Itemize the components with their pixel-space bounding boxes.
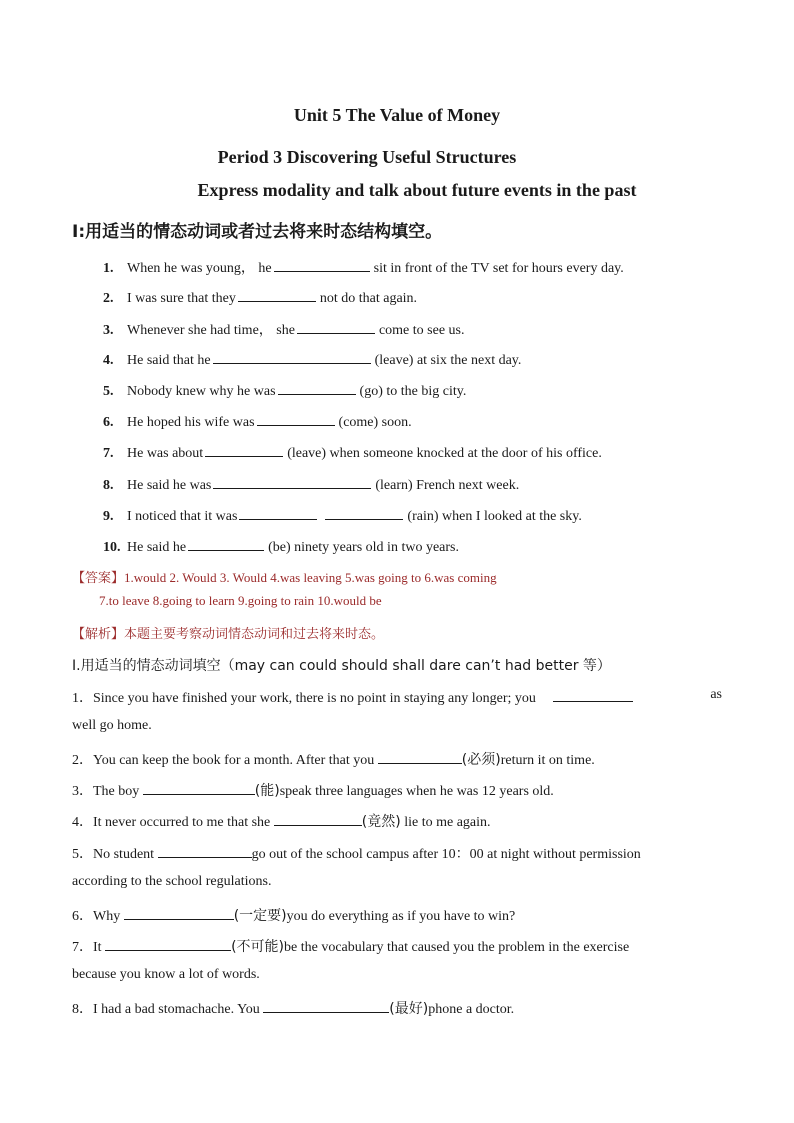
question-5 [103,381,466,400]
question-text: I was sure that they [127,291,236,306]
question-text: Whenever she had time， she [127,323,295,338]
s2-q7-hint: (不可能) [231,939,284,955]
answer-blank[interactable] [239,506,317,520]
s2-q5-line2: according to the school regulations. [72,874,272,889]
answer-line-1 [72,567,497,586]
s2-q5-line1 [72,843,722,863]
question-number: 6. [103,415,114,430]
question-8 [103,475,519,494]
question-text: Nobody knew why he was [127,384,276,399]
answer-blank[interactable] [238,288,316,302]
s2-q5-blank[interactable] [158,844,252,858]
s2-q3 [72,780,722,800]
s2-q5-tail: go out of the school campus after 10：00 at night without permission [251,847,641,862]
question-text: He said he was [127,478,212,493]
answer-blank[interactable] [257,412,335,426]
s2-q7-tail: be the vocabulary that caused you the problem in the exercise [284,940,630,955]
s2-q8-hint: (最好) [389,1001,429,1017]
question-tail: (leave) at six the next day. [374,353,522,368]
s2-q2 [72,749,722,769]
s2-q7-line1 [72,936,722,956]
question-number: 2. [103,291,114,306]
s2-q4-blank[interactable] [274,812,362,826]
question-9 [103,506,582,525]
question-number: 8. [103,478,114,493]
question-tail: (go) to the big city. [359,384,467,399]
question-number: 5. [103,384,114,399]
question-number: 10. [103,540,121,555]
question-text: He hoped his wife was [127,415,255,430]
question-number: 3. [103,323,114,338]
answer-line-2: 7.to leave 8.going to learn 9.going to rain 10.would be [99,593,382,608]
answer-blank[interactable] [213,350,371,364]
answer-blank[interactable] [297,320,375,334]
question-4 [103,350,521,369]
s2-q1-text: 1．Since you have finished your work, there is no point in staying any longer; you [72,691,536,706]
question-10 [103,537,459,556]
answer-blank[interactable] [213,475,371,489]
question-tail: sit in front of the TV set for hours every day. [373,261,624,276]
answer-blank[interactable] [325,506,403,520]
question-1 [103,257,624,277]
analysis-tag: 【解析】 [72,627,125,642]
question-tail: (rain) when I looked at the sky. [407,509,582,524]
analysis-text: 本题主要考察动词情态动词和过去将来时态。 [124,627,385,642]
question-tail: (be) ninety years old in two years. [268,540,459,555]
answer-blank[interactable] [188,537,264,551]
question-number: 4. [103,353,114,368]
s2-q4-tail: lie to me again. [400,815,491,830]
s2-q7-line2: because you know a lot of words. [72,967,260,982]
question-tail: (come) soon. [338,415,412,430]
answer-blank[interactable] [278,381,356,395]
question-6 [103,412,412,431]
answer-blank[interactable] [274,258,370,272]
s2-q2-blank[interactable] [378,750,462,764]
question-7 [103,443,602,462]
s2-q6-hint: (一定要) [233,908,287,924]
s2-q8-blank[interactable] [263,999,389,1013]
s2-q1-line2: well go home. [72,718,152,733]
question-tail: come to see us. [378,323,465,338]
s2-q8-text: 8．I had a bad stomachache. You [72,1002,260,1017]
question-number: 7. [103,446,114,461]
analysis [72,623,384,642]
s2-q4 [72,811,722,831]
section2-heading: Ⅰ.用适当的情态动词填空（may can could should shall dare can’t had better 等） [72,658,611,674]
period-title: Period 3 Discovering Useful Structures [217,147,517,167]
answer-tag: 【答案】 [72,570,125,585]
question-text: He said he [127,540,187,555]
s2-q3-text: 3．The boy [72,784,140,799]
question-3 [103,319,464,339]
question-tail: (leave) when someone knocked at the door of his office. [287,446,602,461]
question-text: He was about [127,446,204,461]
s2-q2-text: 2．You can keep the book for a month. After that you [72,753,375,768]
s2-q6 [72,905,722,925]
question-number: 9. [103,509,114,524]
s2-q3-tail: speak three languages when he was 12 years old. [279,784,554,799]
s2-q4-hint: (竟然) [361,814,401,830]
s2-q2-hint: (必须) [461,752,501,768]
s2-q1-line1 [72,687,722,707]
s2-q6-blank[interactable] [124,906,234,920]
s2-q6-tail: you do everything as if you have to win? [286,909,516,924]
s2-q8 [72,998,722,1018]
s2-q8-tail: phone a doctor. [428,1002,515,1017]
s2-q3-hint: (能) [254,783,280,799]
s2-q7-text: 7．It [72,940,102,955]
question-2 [103,288,417,307]
s2-q7-blank[interactable] [105,937,231,951]
question-tail: (learn) French next week. [375,478,520,493]
s2-q2-tail: return it on time. [500,753,595,768]
subtitle: Express modality and talk about future events in the past [197,180,637,200]
answer-blank[interactable] [205,443,283,457]
s2-q5-text: 5．No student [72,847,155,862]
s2-q3-blank[interactable] [143,781,255,795]
s2-q6-text: 6．Why [72,909,121,924]
section1-heading: I:用适当的情态动词或者过去将来时态结构填空。 [72,222,443,242]
page-title: Unit 5 The Value of Money [293,105,501,125]
answer-text-1: 1.would 2. Would 3. Would 4.was leaving 5.was going to 6.was coming [124,570,497,585]
s2-q4-text: 4．It never occurred to me that she [72,815,271,830]
question-text: When he was young， he [127,261,272,276]
question-text: I noticed that it was [127,509,238,524]
s2-q1-tail: as [710,687,722,702]
question-tail: not do that again. [319,291,418,306]
question-text: He said that he [127,353,211,368]
question-number: 1. [103,261,114,276]
s2-q1-blank[interactable] [553,688,633,702]
